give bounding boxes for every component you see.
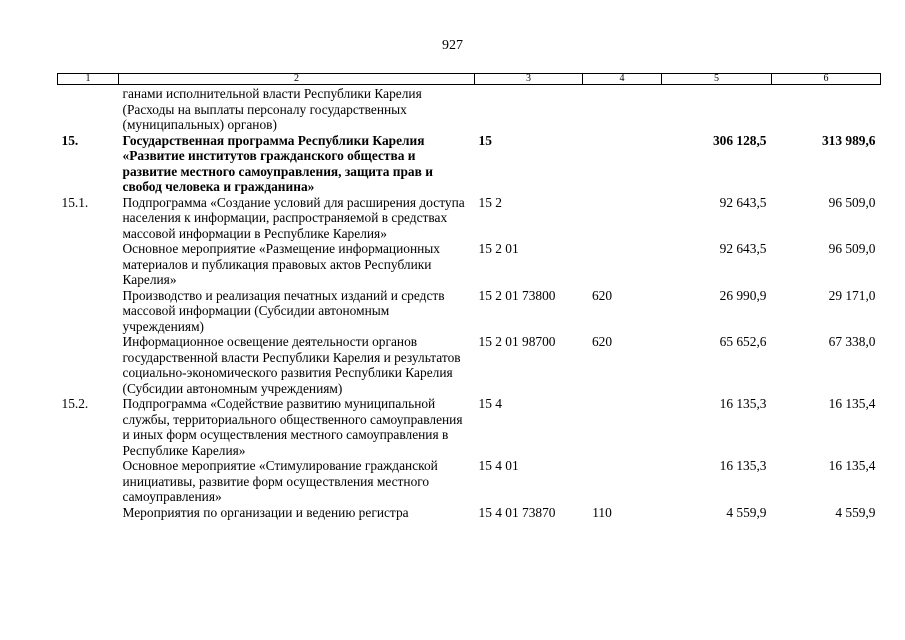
row-amount-year-2: 16 135,4	[828, 458, 876, 473]
row-amount-year-1: 92 643,5	[719, 194, 767, 210]
row-amount-year-1: 306 128,5	[712, 132, 767, 148]
row-name: Информационное освещение деятельности органов государственной власти Республики Карелия и результатов социально-экономического развития Республики Карелия (Субсидии автономным учреждениям)	[122, 334, 461, 396]
row-expense-type: 620	[591, 334, 613, 349]
row-amount-year-1: 26 990,9	[719, 287, 767, 303]
table-row	[58, 85, 881, 133]
row-amount-year-1: 16 135,3	[719, 458, 767, 473]
table-row	[58, 133, 881, 195]
row-amount-year-1: 92 643,5	[719, 241, 767, 256]
column-header-2: 2	[119, 74, 475, 85]
row-target-code: 15 4 01	[478, 458, 519, 473]
row-expense-type	[583, 195, 662, 242]
header-row	[58, 74, 881, 85]
row-number	[58, 458, 119, 505]
row-target-code: 15 4	[478, 396, 502, 411]
column-header-1: 1	[58, 74, 119, 85]
row-number	[58, 241, 119, 288]
row-target-code	[475, 85, 583, 133]
row-amount-year-2	[772, 85, 881, 133]
table-row	[58, 505, 881, 521]
row-expense-type	[583, 85, 662, 133]
table-header	[58, 74, 881, 85]
row-number	[58, 334, 119, 396]
page-number: 927	[442, 38, 463, 53]
column-header-5: 5	[662, 74, 772, 85]
row-amount-year-2: 29 171,0	[828, 287, 876, 303]
row-amount-year-1: 65 652,6	[719, 334, 767, 349]
row-name: Подпрограмма «Содействие развитию муниципальной службы, территориального общественного самоуправления и иных форм осуществления местного самоуправления в Республике Карелия»	[122, 396, 463, 458]
row-amount-year-2: 4 559,9	[835, 504, 876, 520]
row-target-code: 15 2 01 73800	[478, 287, 556, 303]
row-amount-year-2: 96 509,0	[828, 241, 876, 256]
row-expense-type: 620	[591, 287, 613, 303]
row-amount-year-1	[662, 85, 772, 133]
row-target-code: 15	[478, 132, 492, 148]
row-number: 15.	[61, 132, 79, 148]
row-expense-type	[583, 458, 662, 505]
row-target-code: 15 4 01 73870	[478, 504, 556, 520]
table-body	[58, 85, 881, 521]
row-name: Мероприятия по организации и ведению регистра	[122, 504, 409, 520]
row-expense-type	[583, 133, 662, 195]
row-number: 15.1.	[61, 194, 89, 210]
row-expense-type: 110	[592, 504, 612, 520]
row-name: Подпрограмма «Создание условий для расширения доступа населения к информации, распространяемой в средствах массовой информации в Республике Карелия»	[122, 194, 465, 241]
table-row	[58, 458, 881, 505]
row-name: Основное мероприятие «Стимулирование гражданской инициативы, развитие форм осуществления местного самоуправления»	[122, 458, 438, 504]
column-header-6: 6	[772, 74, 881, 85]
row-expense-type	[583, 396, 662, 458]
row-amount-year-2: 313 989,6	[821, 132, 876, 148]
column-header-4: 4	[583, 74, 662, 85]
row-name: Государственная программа Республики Карелия «Развитие институтов гражданского общества и развитие местного самоуправления, защита прав и свобод человека и гражданина»	[122, 132, 433, 194]
row-number	[58, 85, 119, 133]
table-row	[58, 241, 881, 288]
row-number: 15.2.	[61, 396, 89, 411]
budget-table	[57, 73, 881, 520]
row-target-code: 15 2 01 98700	[478, 334, 556, 349]
row-number	[58, 288, 119, 335]
row-amount-year-2: 67 338,0	[828, 334, 876, 349]
table-row	[58, 396, 881, 458]
row-name: ганами исполнительной власти Республики Карелия (Расходы на выплаты персоналу государственных (муниципальных) органов)	[122, 86, 422, 132]
row-target-code: 15 2	[478, 194, 502, 210]
row-amount-year-1: 16 135,3	[719, 396, 767, 411]
column-header-3: 3	[475, 74, 583, 85]
row-name: Производство и реализация печатных изданий и средств массовой информации (Субсидии автономным учреждениям)	[122, 287, 445, 334]
table-row	[58, 288, 881, 335]
row-target-code: 15 2 01	[478, 241, 519, 256]
row-expense-type	[583, 241, 662, 288]
row-amount-year-2: 96 509,0	[828, 194, 876, 210]
row-amount-year-1: 4 559,9	[726, 504, 767, 520]
row-number	[58, 505, 119, 521]
row-amount-year-2: 16 135,4	[828, 396, 876, 411]
table-row	[58, 195, 881, 242]
row-name: Основное мероприятие «Размещение информационных материалов и публикация правовых актов Республики Карелия»	[122, 241, 440, 287]
table-row	[58, 334, 881, 396]
